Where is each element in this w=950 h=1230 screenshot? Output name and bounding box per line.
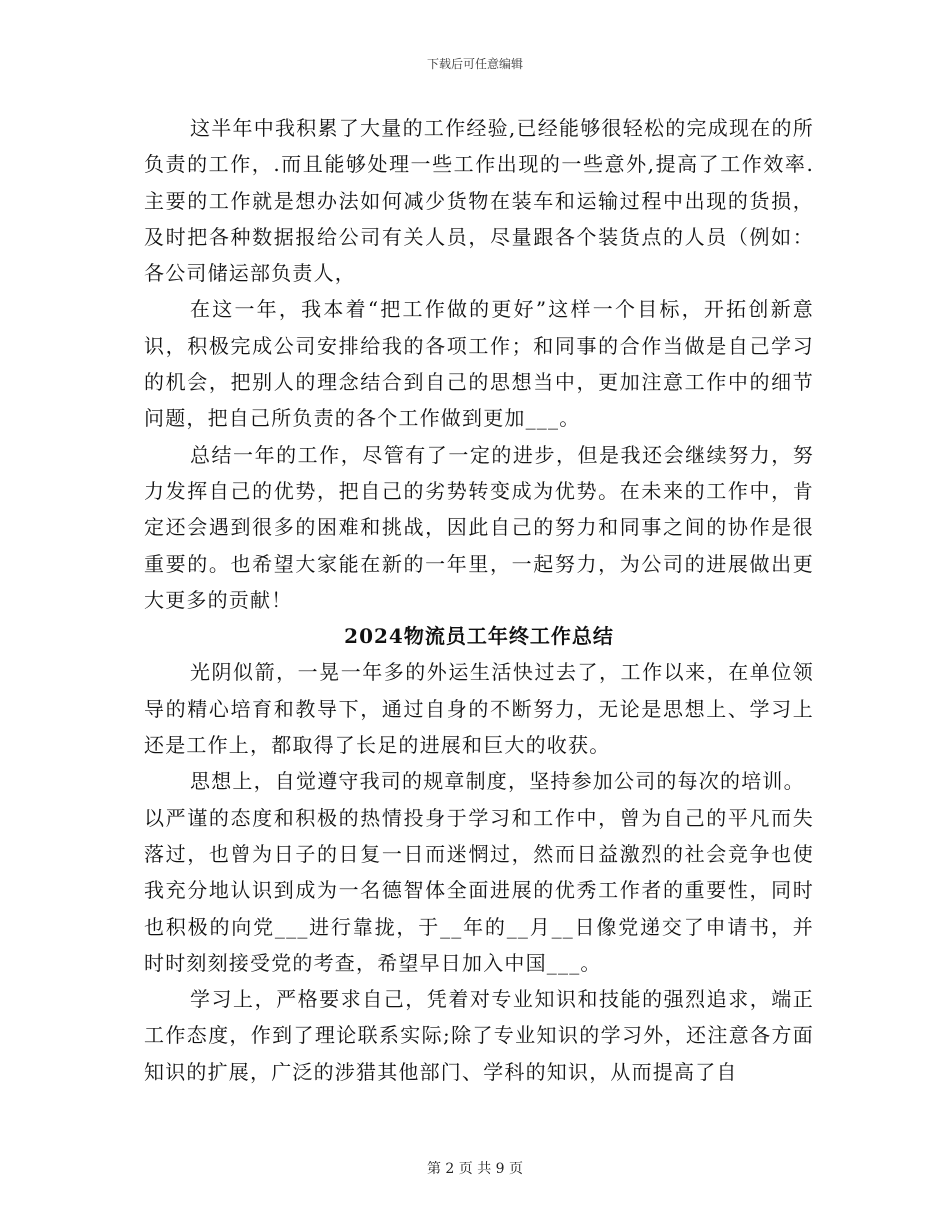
section-title: 2024物流员工年终工作总结 xyxy=(344,624,614,649)
paragraph-ideology: 思想上，自觉遵守我司的规章制度，坚持参加公司的每次的培训。 xyxy=(190,769,805,794)
document-body xyxy=(144,110,814,1090)
page-header-note: 下载后可任意编辑 xyxy=(426,57,523,71)
page-number: 第 2 页 共 9 页 xyxy=(426,1161,524,1177)
paragraph-work-experience: 这半年中我积累了大量的工作经验,已经能够很轻松的完成现在的所负责的工作，.而且能够处理一些工作出现的一些意外,提高了工作效率.主要的工作就是想办法如何减少货物在装车和运输过程中出现的货损，及时把各种数据报给公司有关人员，尽量跟各个装货点的人员（例如：各公司储运部负责人， xyxy=(144,116,814,286)
paragraph-attitude: 以严谨的态度和积极的热情投身于学习和工作中，曾为自己的平凡而失落过，也曾为日子的日复一日而迷惘过，然而日益激烈的社会竞争也使我充分地认识到成为一名德智体全面进展的优秀工作者的重要性，同时也积极的向党___进行靠拢，于__年的__月__日像党递交了申请书，并时时刻刻接受党的考查，希望早日加入中国___。 xyxy=(144,805,814,975)
paragraph-annual-goal: 在这一年，我本着“把工作做的更好”这样一个目标，开拓创新意识，积极完成公司安排给我的各项工作；和同事的合作当做是自己学习的机会，把别人的理念结合到自己的思想当中，更加注意工作中的细节问题，把自己所负责的各个工作做到更加___。 xyxy=(144,297,814,431)
paragraph-study: 学习上，严格要求自己，凭着对专业知识和技能的强烈追求，端正工作态度，作到了理论联系实际;除了专业知识的学习外，还注意各方面知识的扩展，广泛的涉猎其他部门、学科的知识，从而提高了自 xyxy=(144,987,814,1084)
paragraph-summary: 总结一年的工作，尽管有了一定的进步，但是我还会继续努力，努力发挥自己的优势，把自己的劣势转变成为优势。在未来的工作中，肯定还会遇到很多的困难和挑战，因此自己的努力和同事之间的协作是很重要的。也希望大家能在新的一年里，一起努力，为公司的进展做出更大更多的贡献！ xyxy=(144,442,814,612)
paragraph-intro: 光阴似箭，一晃一年多的外运生活快过去了，工作以来，在单位领导的精心培育和教导下，通过自身的不断努力，无论是思想上、学习上还是工作上，都取得了长足的进展和巨大的收获。 xyxy=(144,660,814,758)
